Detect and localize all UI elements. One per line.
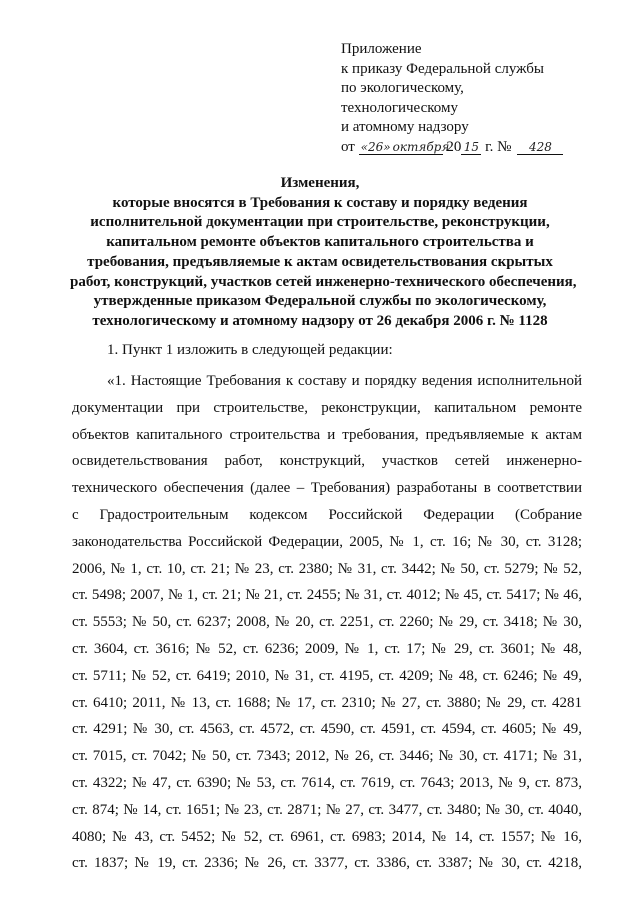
year-century: 20 — [446, 138, 462, 155]
paragraph-line: технического обеспечения (далее – Требования) разработаны в соответствии — [72, 480, 582, 497]
paragraph-line: ст. 5553; № 50, ст. 6237; 2008, № 20, ст. 2251, ст. 2260; № 29, ст. 3418; № 30, — [72, 614, 582, 631]
item-1-heading: 1. Пункт 1 изложить в следующей редакции: — [107, 342, 393, 358]
paragraph-line: 2006, № 1, ст. 10, ст. 21; № 23, ст. 2380; № 31, ст. 3442; № 50, ст. 5279; № 52, — [72, 560, 582, 577]
title-line: капитальном ремонте объектов капитального строительства и — [106, 234, 534, 251]
handwritten-order-number: 428 — [517, 140, 563, 155]
document-title — [70, 174, 577, 332]
paragraph-line: ст. 4322; № 47, ст. 6390; № 53, ст. 7614, ст. 7619, ст. 7643; 2013, № 9, ст. 873, — [72, 774, 582, 791]
paragraph-line: ст. 4291; № 30, ст. 4563, ст. 4572, ст. 4590, ст. 4591, ст. 4594, ст. 4605; № 49, — [72, 721, 582, 738]
appendix-header — [341, 40, 621, 158]
paragraph-line: ст. 6410; 2011, № 13, ст. 1688; № 17, ст. 2310; № 27, ст. 3880; № 29, ст. 4281 — [72, 694, 582, 711]
title-line: исполнительной документации при строительстве, реконструкции, — [90, 214, 550, 231]
paragraph-line: ст. 7015, ст. 7042; № 50, ст. 7343; 2012, № 26, ст. 3446; № 30, ст. 4171; № 31, — [72, 748, 582, 765]
title-line: Изменения, — [280, 175, 360, 191]
paragraph-line: ст. 3604, ст. 3616; № 52, ст. 6236; 2009, № 1, ст. 17; № 29, ст. 3601; № 48, — [72, 640, 582, 657]
paragraph-line: ст. 874; № 14, ст. 1651; № 23, ст. 2871; № 27, ст. 3477, ст. 3480; № 30, ст. 4040, — [72, 801, 582, 818]
paragraph-line: с Градостроительным кодексом Российской Федерации (Собрание — [72, 506, 582, 523]
paragraph-line: освидетельствования работ, конструкций, участков сетей инженерно- — [72, 453, 582, 470]
title-line: технологическому и атомному надзору от 26 декабря 2006 г. № 1128 — [92, 312, 548, 329]
paragraph-line: ст. 1837; № 19, ст. 2336; № 26, ст. 3377, ст. 3386, ст. 3387; № 30, ст. 4218, — [72, 855, 582, 872]
appendix-line: к приказу Федеральной службы — [341, 60, 545, 77]
handwritten-day: «26» — [359, 140, 393, 155]
paragraph-line: 4080; № 43, ст. 5452; № 52, ст. 6961, ст. 6983; 2014, № 14, ст. 1557; № 16, — [72, 828, 582, 845]
appendix-line: Приложение — [341, 41, 422, 57]
item-1-paragraph — [72, 372, 582, 881]
appendix-line: и атомному надзору — [341, 119, 469, 136]
paragraph-line: ст. 5498; 2007, № 1, ст. 21; № 21, ст. 2455; № 31, ст. 4012; № 45, ст. 5417; № 46, — [72, 587, 582, 604]
title-line: требования, предъявляемые к актам освидетельствования скрытых — [87, 253, 553, 270]
title-line: утвержденные приказом Федеральной службы по экологическому, — [93, 293, 547, 310]
paragraph-line: ст. 5711; № 52, ст. 6419; 2010, № 31, ст. 4195, ст. 4209; № 48, ст. 6246; № 49, — [72, 667, 582, 684]
title-line: работ, конструкций, участков сетей инженерно-технического обеспечения, — [70, 273, 577, 290]
title-line: которые вносятся в Требования к составу и порядку ведения — [112, 194, 528, 211]
number-label: № — [497, 138, 512, 155]
order-date-line — [341, 138, 621, 158]
appendix-line: по экологическому, — [341, 80, 464, 97]
paragraph-line: «1. Настоящие Требования к составу и порядку ведения исполнительной — [107, 373, 582, 389]
paragraph-line: законодательства Российской Федерации, 2005, № 1, ст. 16; № 30, ст. 3128; — [72, 533, 582, 550]
paragraph-line: документации при строительстве, реконструкции, капитальном ремонте — [72, 399, 582, 416]
handwritten-month: октября — [392, 139, 450, 154]
handwritten-year: 15 — [461, 140, 481, 155]
appendix-line: технологическому — [341, 99, 458, 116]
year-suffix: г. — [485, 138, 494, 155]
date-prefix: от — [341, 138, 355, 155]
paragraph-line: объектов капитального строительства и требования, предъявляемые к актам — [72, 426, 582, 443]
